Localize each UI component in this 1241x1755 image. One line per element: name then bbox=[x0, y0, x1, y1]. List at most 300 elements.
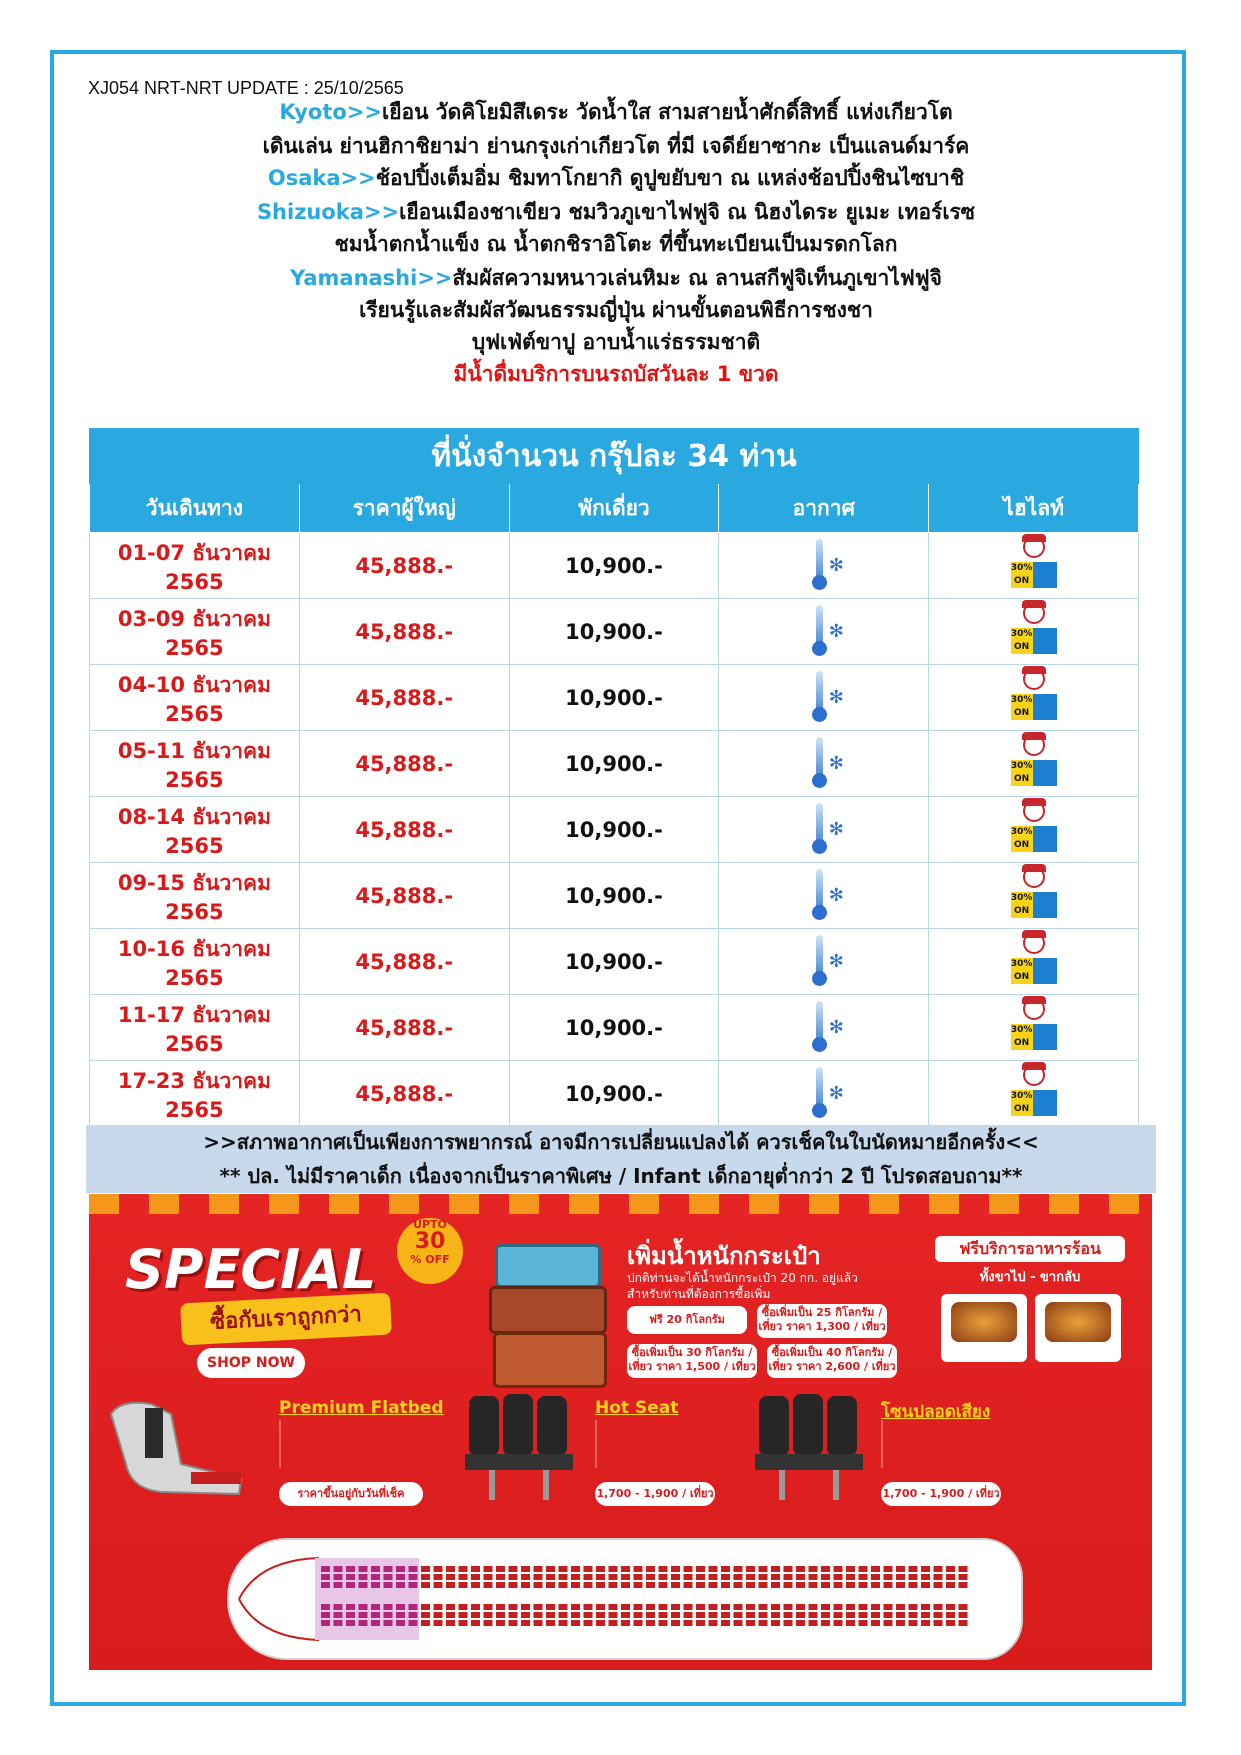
seat bbox=[796, 1604, 805, 1610]
seat bbox=[621, 1566, 630, 1572]
seat bbox=[409, 1612, 418, 1618]
seat bbox=[784, 1566, 793, 1572]
highlight-city: Shizuoka>> bbox=[256, 200, 400, 224]
seat bbox=[646, 1612, 655, 1618]
seat bbox=[321, 1612, 330, 1618]
table-row bbox=[90, 1061, 1139, 1127]
premium-description bbox=[279, 1420, 431, 1468]
seat bbox=[384, 1566, 393, 1572]
travel-date: 10-16 ธันวาคม 2565 bbox=[90, 929, 300, 995]
seat bbox=[371, 1604, 380, 1610]
seat bbox=[859, 1566, 868, 1572]
seat bbox=[321, 1620, 330, 1626]
seat bbox=[609, 1574, 618, 1580]
weather-note: >>สภาพอากาศเป็นเพียงการพยากรณ์ อาจมีการเปลี่ยนแปลงได้ ควรเช็คในใบนัดหมายอีกครั้ง<< bbox=[203, 1130, 1039, 1154]
food-photo-2 bbox=[1035, 1294, 1121, 1362]
seat bbox=[371, 1574, 380, 1580]
seat bbox=[559, 1620, 568, 1626]
price-table bbox=[89, 428, 1139, 1127]
highlight-text: เดินเล่น ย่านฮิกาชิยาม่า ย่านกรุงเก่าเกียวโต ที่มี เจดีย์ยาซากะ เป็นแลนด์มาร์ค bbox=[262, 134, 970, 158]
seat bbox=[921, 1566, 930, 1572]
seat bbox=[671, 1566, 680, 1572]
seat bbox=[584, 1620, 593, 1626]
seat bbox=[596, 1574, 605, 1580]
seat bbox=[609, 1566, 618, 1572]
seat bbox=[584, 1612, 593, 1618]
infant-note: ** ปล. ไม่มีราคาเด็ก เนื่องจากเป็นราคาพิเศษ / Infant เด็กอายุต่ำกว่า 2 ปี โปรดสอบถาม** bbox=[219, 1164, 1023, 1188]
seat bbox=[871, 1566, 880, 1572]
seat bbox=[609, 1620, 618, 1626]
thermometer-snow-icon: ✻ bbox=[804, 999, 844, 1051]
seat bbox=[884, 1604, 893, 1610]
seat bbox=[959, 1612, 968, 1618]
baggage-30: ซื้อเพิ่มเป็น 30 กิโลกรัม / เที่ยว ราคา 1,500 / เที่ยว bbox=[627, 1344, 757, 1378]
seat bbox=[634, 1604, 643, 1610]
seat bbox=[384, 1612, 393, 1618]
single-supplement: 10,900.- bbox=[509, 533, 719, 599]
seat bbox=[484, 1582, 493, 1588]
seat bbox=[921, 1620, 930, 1626]
baggage-free: ฟรี 20 กิโลกรัม bbox=[627, 1306, 747, 1334]
seat bbox=[709, 1612, 718, 1618]
seat bbox=[571, 1612, 580, 1618]
thermometer-snow-icon: ✻ bbox=[804, 669, 844, 721]
seat bbox=[759, 1612, 768, 1618]
seat bbox=[321, 1604, 330, 1610]
seat bbox=[421, 1604, 430, 1610]
seat bbox=[396, 1574, 405, 1580]
baggage-25: ซื้อเพิ่มเป็น 25 กิโลกรัม / เที่ยว ราคา 1,300 / เที่ยว bbox=[757, 1304, 887, 1338]
seat bbox=[646, 1574, 655, 1580]
seat bbox=[496, 1604, 505, 1610]
single-supplement: 10,900.- bbox=[509, 599, 719, 665]
upto-off: % OFF bbox=[410, 1253, 450, 1266]
seat bbox=[921, 1582, 930, 1588]
seat bbox=[684, 1612, 693, 1618]
table-title: ที่นั่งจำนวน กรุ๊ปละ 34 ท่าน bbox=[90, 429, 1139, 484]
seat bbox=[946, 1574, 955, 1580]
seat bbox=[359, 1566, 368, 1572]
seat bbox=[509, 1566, 518, 1572]
baggage-40: ซื้อเพิ่มเป็น 40 กิโลกรัม / เที่ยว ราคา 2,600 / เที่ยว bbox=[767, 1344, 897, 1378]
seat bbox=[896, 1566, 905, 1572]
seat bbox=[396, 1604, 405, 1610]
highlight-line bbox=[90, 228, 1142, 260]
seat bbox=[884, 1612, 893, 1618]
seat bbox=[734, 1612, 743, 1618]
thermometer-snow-icon: ✻ bbox=[804, 801, 844, 853]
seat bbox=[584, 1582, 593, 1588]
seat bbox=[746, 1604, 755, 1610]
seat bbox=[559, 1574, 568, 1580]
weather-cell bbox=[719, 731, 929, 797]
header-date: วันเดินทาง bbox=[90, 484, 300, 533]
highlight-cell bbox=[929, 929, 1139, 995]
quiet-description bbox=[881, 1420, 1033, 1468]
seat bbox=[459, 1620, 468, 1626]
seat bbox=[721, 1566, 730, 1572]
seat bbox=[884, 1620, 893, 1626]
seat bbox=[346, 1612, 355, 1618]
highlight-line bbox=[90, 326, 1142, 358]
seat bbox=[796, 1620, 805, 1626]
seat bbox=[784, 1604, 793, 1610]
snowman-30-off-icon: 30% ON bbox=[1009, 1064, 1059, 1118]
baggage-title: เพิ่มน้ำหนักกระเป๋า bbox=[627, 1242, 821, 1270]
highlight-city: Yamanashi>> bbox=[290, 266, 453, 290]
seat bbox=[959, 1582, 968, 1588]
snowman-30-off-icon: 30% ON bbox=[1009, 998, 1059, 1052]
seat bbox=[396, 1612, 405, 1618]
seat bbox=[871, 1620, 880, 1626]
weather-cell bbox=[719, 929, 929, 995]
seat bbox=[671, 1612, 680, 1618]
seat bbox=[684, 1582, 693, 1588]
seat bbox=[659, 1566, 668, 1572]
seat bbox=[509, 1574, 518, 1580]
seat bbox=[921, 1612, 930, 1618]
seat bbox=[771, 1574, 780, 1580]
flatbed-seat-icon bbox=[101, 1394, 251, 1504]
seat bbox=[959, 1566, 968, 1572]
seat bbox=[634, 1612, 643, 1618]
seat bbox=[521, 1604, 530, 1610]
table-row bbox=[90, 797, 1139, 863]
premium-price: ราคาขึ้นอยู่กับวันที่เช็ค bbox=[279, 1482, 423, 1506]
seat bbox=[346, 1566, 355, 1572]
seat bbox=[359, 1612, 368, 1618]
seat bbox=[884, 1582, 893, 1588]
seat bbox=[734, 1604, 743, 1610]
seat bbox=[659, 1612, 668, 1618]
snowman-30-off-icon: 30% ON bbox=[1009, 668, 1059, 722]
highlight-text: บุฟเฟ่ต์ขาปู อาบน้ำแร่ธรรมชาติ bbox=[471, 330, 761, 354]
seat bbox=[421, 1612, 430, 1618]
weather-cell bbox=[719, 797, 929, 863]
seat bbox=[759, 1582, 768, 1588]
seat bbox=[371, 1582, 380, 1588]
seat bbox=[796, 1566, 805, 1572]
seat bbox=[396, 1566, 405, 1572]
thermometer-snow-icon: ✻ bbox=[804, 867, 844, 919]
highlight-cell bbox=[929, 599, 1139, 665]
seat bbox=[621, 1582, 630, 1588]
seat bbox=[946, 1566, 955, 1572]
thermometer-snow-icon: ✻ bbox=[804, 933, 844, 985]
seat bbox=[834, 1566, 843, 1572]
highlight-cell bbox=[929, 797, 1139, 863]
seat bbox=[946, 1620, 955, 1626]
hotseat-price: 1,700 - 1,900 / เที่ยว bbox=[595, 1482, 715, 1506]
seat bbox=[896, 1574, 905, 1580]
header-weather: อากาศ bbox=[719, 484, 929, 533]
seat bbox=[546, 1612, 555, 1618]
seat bbox=[471, 1566, 480, 1572]
seat bbox=[334, 1604, 343, 1610]
seat bbox=[834, 1612, 843, 1618]
seat bbox=[484, 1574, 493, 1580]
seat bbox=[621, 1604, 630, 1610]
seat bbox=[634, 1574, 643, 1580]
seat bbox=[746, 1582, 755, 1588]
seat bbox=[946, 1604, 955, 1610]
header-adult: ราคาผู้ใหญ่ bbox=[299, 484, 509, 533]
snowman-30-off-icon: 30% ON bbox=[1009, 734, 1059, 788]
seat bbox=[909, 1566, 918, 1572]
seat bbox=[909, 1620, 918, 1626]
seat bbox=[446, 1574, 455, 1580]
seat bbox=[334, 1574, 343, 1580]
seat bbox=[496, 1582, 505, 1588]
seat bbox=[571, 1604, 580, 1610]
seat bbox=[684, 1604, 693, 1610]
seat bbox=[571, 1582, 580, 1588]
seat bbox=[559, 1604, 568, 1610]
seat bbox=[721, 1574, 730, 1580]
table-row bbox=[90, 731, 1139, 797]
upto-badge bbox=[397, 1218, 463, 1284]
seat bbox=[459, 1604, 468, 1610]
table-row bbox=[90, 599, 1139, 665]
quiet-price: 1,700 - 1,900 / เที่ยว bbox=[881, 1482, 1001, 1506]
thermometer-snow-icon: ✻ bbox=[804, 735, 844, 787]
seat bbox=[446, 1566, 455, 1572]
seat bbox=[959, 1604, 968, 1610]
seat bbox=[546, 1620, 555, 1626]
seat bbox=[534, 1612, 543, 1618]
seat bbox=[409, 1620, 418, 1626]
seat bbox=[334, 1620, 343, 1626]
seat bbox=[434, 1612, 443, 1618]
seat bbox=[784, 1612, 793, 1618]
seat bbox=[534, 1582, 543, 1588]
adult-price: 45,888.- bbox=[299, 731, 509, 797]
highlight-line bbox=[90, 130, 1142, 162]
seat bbox=[659, 1620, 668, 1626]
highlight-line bbox=[90, 196, 1142, 228]
seat bbox=[434, 1574, 443, 1580]
seat bbox=[434, 1604, 443, 1610]
seat bbox=[421, 1566, 430, 1572]
seat bbox=[659, 1604, 668, 1610]
seat bbox=[521, 1612, 530, 1618]
seat bbox=[846, 1612, 855, 1618]
seat bbox=[646, 1604, 655, 1610]
highlight-cell bbox=[929, 533, 1139, 599]
weather-cell bbox=[719, 533, 929, 599]
highlight-text: เยือน วัดคิโยมิสึเดระ วัดน้ำใส สามสายน้ำศักดิ์สิทธิ์ แห่งเกียวโต bbox=[382, 100, 953, 124]
seat bbox=[471, 1604, 480, 1610]
seat bbox=[834, 1574, 843, 1580]
seat bbox=[484, 1604, 493, 1610]
seat bbox=[421, 1574, 430, 1580]
seat bbox=[384, 1582, 393, 1588]
seat bbox=[396, 1582, 405, 1588]
tour-code: XJ054 NRT-NRT UPDATE : 25/10/2565 bbox=[88, 78, 404, 98]
seat bbox=[484, 1566, 493, 1572]
seat bbox=[459, 1582, 468, 1588]
seat bbox=[896, 1582, 905, 1588]
seat bbox=[434, 1582, 443, 1588]
seat bbox=[896, 1612, 905, 1618]
seat bbox=[934, 1574, 943, 1580]
seat bbox=[359, 1620, 368, 1626]
seat bbox=[784, 1582, 793, 1588]
seat bbox=[359, 1574, 368, 1580]
seat bbox=[384, 1620, 393, 1626]
seat bbox=[509, 1604, 518, 1610]
seat bbox=[671, 1574, 680, 1580]
seat bbox=[771, 1566, 780, 1572]
seat bbox=[496, 1612, 505, 1618]
highlight-cell bbox=[929, 665, 1139, 731]
seat bbox=[509, 1620, 518, 1626]
seat bbox=[921, 1604, 930, 1610]
seat bbox=[571, 1574, 580, 1580]
seat bbox=[521, 1574, 530, 1580]
seat bbox=[484, 1620, 493, 1626]
seat bbox=[534, 1620, 543, 1626]
highlight-text: เรียนรู้และสัมผัสวัฒนธรรมญี่ปุ่น ผ่านขั้นตอนพิธีการชงชา bbox=[359, 298, 873, 322]
seat bbox=[559, 1582, 568, 1588]
seat bbox=[846, 1566, 855, 1572]
seat bbox=[696, 1574, 705, 1580]
seat bbox=[596, 1566, 605, 1572]
hotseat-description bbox=[595, 1420, 737, 1468]
seat bbox=[396, 1620, 405, 1626]
seat bbox=[496, 1620, 505, 1626]
seat bbox=[621, 1612, 630, 1618]
table-row bbox=[90, 995, 1139, 1061]
seat bbox=[371, 1612, 380, 1618]
seat bbox=[446, 1582, 455, 1588]
seat bbox=[871, 1604, 880, 1610]
highlight-line bbox=[90, 262, 1142, 294]
seat bbox=[721, 1612, 730, 1618]
adult-price: 45,888.- bbox=[299, 797, 509, 863]
seat bbox=[359, 1582, 368, 1588]
highlight-text: ช้อปปิ้งเต็มอิ่ม ชิมทาโกยากิ ดูปูขยับขา ณ แหล่งช้อปปิ้งชินไซบาชิ bbox=[375, 166, 965, 190]
seat bbox=[446, 1612, 455, 1618]
upto-label: UPTO bbox=[413, 1218, 447, 1231]
tagline: ซื้อกับเราถูกกว่า bbox=[180, 1293, 392, 1346]
seat bbox=[334, 1566, 343, 1572]
table-row bbox=[90, 863, 1139, 929]
highlight-city: Osaka>> bbox=[267, 166, 376, 190]
single-supplement: 10,900.- bbox=[509, 863, 719, 929]
seat bbox=[771, 1620, 780, 1626]
seat bbox=[446, 1620, 455, 1626]
seat bbox=[934, 1612, 943, 1618]
seat bbox=[696, 1582, 705, 1588]
single-supplement: 10,900.- bbox=[509, 929, 719, 995]
seat bbox=[646, 1566, 655, 1572]
seat bbox=[646, 1582, 655, 1588]
travel-date: 01-07 ธันวาคม 2565 bbox=[90, 533, 300, 599]
seat bbox=[821, 1612, 830, 1618]
seat bbox=[846, 1604, 855, 1610]
seat bbox=[859, 1620, 868, 1626]
seat bbox=[821, 1604, 830, 1610]
travel-date: 08-14 ธันวาคม 2565 bbox=[90, 797, 300, 863]
seat bbox=[821, 1582, 830, 1588]
highlight-text: ชมน้ำตกน้ำแข็ง ณ น้ำตกชิราอิโตะ ที่ขึ้นทะเบียนเป็นมรดกโลก bbox=[334, 232, 898, 256]
seat bbox=[671, 1604, 680, 1610]
seat bbox=[509, 1612, 518, 1618]
seat bbox=[834, 1620, 843, 1626]
header-single: พักเดี่ยว bbox=[509, 484, 719, 533]
seat bbox=[534, 1604, 543, 1610]
seat bbox=[521, 1566, 530, 1572]
seat bbox=[821, 1566, 830, 1572]
seat bbox=[809, 1612, 818, 1618]
seat bbox=[821, 1574, 830, 1580]
seat bbox=[596, 1612, 605, 1618]
adult-price: 45,888.- bbox=[299, 995, 509, 1061]
seat bbox=[496, 1574, 505, 1580]
adult-price: 45,888.- bbox=[299, 599, 509, 665]
seat bbox=[734, 1620, 743, 1626]
seat bbox=[909, 1604, 918, 1610]
hotseat-title: Hot Seat bbox=[595, 1398, 679, 1418]
seat bbox=[909, 1612, 918, 1618]
seat bbox=[621, 1620, 630, 1626]
upto-percent: 30 bbox=[414, 1229, 446, 1254]
seat bbox=[421, 1620, 430, 1626]
single-supplement: 10,900.- bbox=[509, 731, 719, 797]
seat bbox=[384, 1574, 393, 1580]
seat bbox=[759, 1566, 768, 1572]
seat bbox=[634, 1566, 643, 1572]
snowman-30-off-icon: 30% ON bbox=[1009, 602, 1059, 656]
seat bbox=[571, 1566, 580, 1572]
shop-now-button[interactable]: SHOP NOW bbox=[197, 1348, 305, 1378]
seat bbox=[359, 1604, 368, 1610]
snowman-30-off-icon: 30% ON bbox=[1009, 866, 1059, 920]
seat bbox=[809, 1566, 818, 1572]
highlight-cell bbox=[929, 995, 1139, 1061]
highlight-cell bbox=[929, 863, 1139, 929]
seat bbox=[596, 1620, 605, 1626]
seat bbox=[809, 1620, 818, 1626]
adult-price: 45,888.- bbox=[299, 1061, 509, 1127]
banner-decoration bbox=[89, 1194, 1152, 1214]
seat bbox=[646, 1620, 655, 1626]
seat bbox=[684, 1620, 693, 1626]
promo-banner bbox=[89, 1194, 1152, 1670]
seat bbox=[834, 1604, 843, 1610]
seat bbox=[596, 1604, 605, 1610]
seat bbox=[796, 1612, 805, 1618]
seat bbox=[346, 1604, 355, 1610]
seat bbox=[746, 1574, 755, 1580]
seat bbox=[434, 1566, 443, 1572]
seat bbox=[346, 1582, 355, 1588]
snowman-30-off-icon: 30% ON bbox=[1009, 932, 1059, 986]
seat-map-drawing bbox=[229, 1540, 1021, 1658]
seat bbox=[771, 1604, 780, 1610]
seat bbox=[759, 1604, 768, 1610]
seat bbox=[471, 1582, 480, 1588]
seat bbox=[546, 1574, 555, 1580]
seat bbox=[634, 1620, 643, 1626]
seat bbox=[946, 1612, 955, 1618]
single-supplement: 10,900.- bbox=[509, 797, 719, 863]
seat bbox=[609, 1582, 618, 1588]
seat bbox=[659, 1574, 668, 1580]
seat bbox=[671, 1582, 680, 1588]
seat bbox=[859, 1604, 868, 1610]
